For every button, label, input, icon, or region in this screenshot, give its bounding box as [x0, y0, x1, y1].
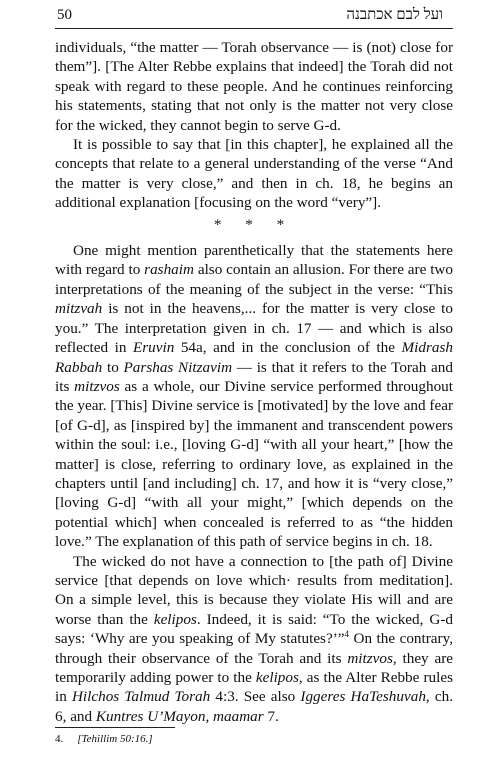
header-rule [55, 28, 453, 29]
paragraph-1: individuals, “the matter — Torah observance — is (not) close for them”]. [The Alter Rebbe explains that indeed] the Torah did not speak with regard to these people. And he continues reinforcing his statements, stating that not only is the matter not very close for the wicked, they cannot begin to serve G-d. [55, 39, 453, 134]
paragraph-4: The wicked do not have a connection to [the path of] Divine service [that depends on love which· results from meditation]. On a simple level, this is because they violate His will and are worse than the kelipos. Indeed, it is said: “To the wicked, G-d says: ‘Why are you speaking of My statutes?’”$^4$ On the contrary, through their observance of the Torah and its mitzvos, they are temporarily adding power to the kelipos, as the Alter Rebbe rules in Hilchos Talmud Torah 4:3. See also Iggeres HaTeshuvah, ch. 6, and Kuntres U’Mayon, maamar 7. [55, 552, 454, 725]
paragraph-2: It is possible to say that [in this chapter], he explained all the concepts that relate to a general understanding of the verse “And the matter is very close,” and then in ch. 18, he begins an additional explanation [focusing on the word “very”]. [55, 136, 453, 212]
running-head: ועל לבם אכתבנה [346, 7, 443, 23]
body-text [55, 38, 453, 726]
footnote-number: 4. [55, 733, 64, 745]
section-divider: * * * [213, 215, 295, 233]
footnote [55, 733, 153, 745]
paragraph-3: One might mention parenthetically that the statements here with regard to rashaim also contain an allusion. For there are two interpretations of the meaning of the subject in the verse: “This mitzvah is not in the heavens,... for the matter is very close to you.” The interpretation given in ch. 17 — and which is also reflected in Eruvin 54a, and in the conclusion of the Midrash Rabbah to Parshas Nitzavim — is that it refers to the Torah and its mitzvos as a whole, our Divine service performed throughout the year. [This] Divine service is [motivated] by the love and fear [of G-d], as [inspired by] the immanent and transcendent powers within the soul: i.e., [loving G-d] “with all your heart,” [how the matter] is close, referring to ordinary love, as explained in the chapters until [and including] ch. 17, and how it is “very close,” [loving G-d] “with all your might,” [which depends on the potential which] when concealed is referred to as “the hidden love.” The explanation of this path of service begins in ch. 18. [55, 242, 453, 551]
footnote-text: [Tehillim 50:16.] [77, 733, 153, 745]
footnote-ref: 4 [344, 629, 350, 640]
page-number: 50 [57, 7, 72, 23]
footnote-rule [55, 727, 175, 728]
